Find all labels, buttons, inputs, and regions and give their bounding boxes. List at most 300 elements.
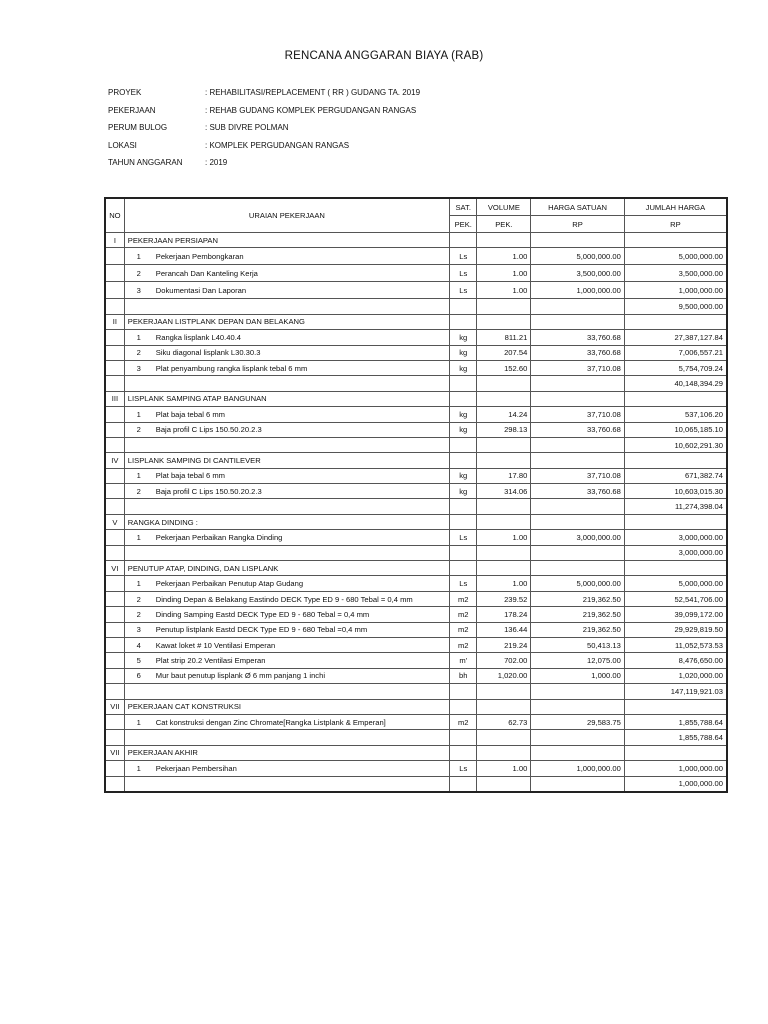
item-description: Siku diagonal lisplank L30.30.3 [153,345,450,360]
empty-cell [477,453,531,468]
item-description: Plat strip 20.2 Ventilasi Emperan [153,653,450,668]
empty-cell [105,545,124,560]
empty-cell [105,653,124,668]
item-number: 3 [124,360,152,375]
item-unit: kg [450,407,477,422]
item-volume: 314.06 [477,484,531,499]
section-title: PEKERJAAN PERSIAPAN [124,233,449,248]
empty-cell [477,391,531,406]
item-volume: 136.44 [477,622,531,637]
item-unit-price: 33,760.68 [531,484,625,499]
empty-cell [477,299,531,314]
item-volume: 239.52 [477,591,531,606]
item-volume: 1.00 [477,248,531,265]
item-number: 1 [124,248,152,265]
empty-cell [477,684,531,699]
subtotal-row [105,376,727,391]
empty-cell [105,265,124,282]
item-total: 1,000,000.00 [624,761,727,776]
item-unit-price: 1,000,000.00 [531,761,625,776]
empty-cell [105,468,124,483]
empty-cell [105,684,124,699]
info-label: PEKERJAAN [108,105,156,115]
item-number: 6 [124,668,152,683]
item-total: 5,000,000.00 [624,248,727,265]
table-row [105,407,727,422]
empty-cell [105,248,124,265]
empty-cell [450,299,477,314]
section-header-row [105,314,727,329]
empty-cell [450,437,477,452]
item-total: 8,476,650.00 [624,653,727,668]
item-number: 2 [124,607,152,622]
header-sat: SAT. [450,198,477,216]
item-number: 2 [124,591,152,606]
empty-cell [450,453,477,468]
empty-cell [477,314,531,329]
item-total: 5,754,709.24 [624,360,727,375]
item-description: Plat penyambung rangka lisplank tebal 6 mm [153,360,450,375]
subtotal-row [105,776,727,792]
item-unit-price: 33,760.68 [531,330,625,345]
item-unit-price: 3,500,000.00 [531,265,625,282]
empty-cell [105,576,124,591]
rab-table [104,197,728,793]
item-volume: 1,020.00 [477,668,531,683]
item-description: Mur baut penutup lisplank Ø 6 mm panjang 1 inchi [153,668,450,683]
item-total: 5,000,000.00 [624,576,727,591]
empty-cell [105,668,124,683]
empty-cell [531,545,625,560]
item-number: 3 [124,282,152,299]
item-unit-price: 219,362.50 [531,591,625,606]
empty-cell [105,484,124,499]
empty-cell [477,376,531,391]
item-total: 10,065,185.10 [624,422,727,437]
item-total: 29,929,819.50 [624,622,727,637]
item-description: Cat konstruksi dengan Zinc Chromate[Rangka Listplank & Emperan] [153,714,450,729]
subtotal-row [105,730,727,745]
empty-cell [531,730,625,745]
item-unit-price: 1,000,000.00 [531,282,625,299]
item-unit-price: 5,000,000.00 [531,576,625,591]
section-title: PEKERJAAN CAT KONSTRUKSI [124,699,449,714]
section-header-row [105,745,727,760]
section-title: PENUTUP ATAP, DINDING, DAN LISPLANK [124,561,449,576]
item-volume: 702.00 [477,653,531,668]
item-total: 7,006,557.21 [624,345,727,360]
item-unit: m2 [450,591,477,606]
empty-cell [105,607,124,622]
header-harga-rp: RP [531,216,625,233]
empty-cell [450,745,477,760]
table-row [105,714,727,729]
empty-cell [450,699,477,714]
empty-cell [477,745,531,760]
item-description: Perancah Dan Kanteling Kerja [153,265,450,282]
subtotal-row [105,299,727,314]
item-number: 4 [124,637,152,652]
empty-cell [124,776,449,792]
header-no: NO [105,198,124,233]
item-volume: 17.80 [477,468,531,483]
item-total: 39,099,172.00 [624,607,727,622]
table-row [105,637,727,652]
empty-cell [477,699,531,714]
empty-cell [624,233,727,248]
item-total: 3,000,000.00 [624,530,727,545]
info-value: : REHABILITASI/REPLACEMENT ( RR ) GUDANG TA. 2019 [205,88,421,97]
empty-cell [450,391,477,406]
empty-cell [450,514,477,529]
item-unit: Ls [450,761,477,776]
empty-cell [531,391,625,406]
table-row [105,653,727,668]
empty-cell [531,437,625,452]
subtotal-row [105,499,727,514]
empty-cell [624,314,727,329]
item-description: Pekerjaan Pembongkaran [153,248,450,265]
empty-cell [450,684,477,699]
empty-cell [624,745,727,760]
table-row [105,484,727,499]
item-unit: kg [450,330,477,345]
empty-cell [105,622,124,637]
table-row [105,668,727,683]
section-header-row [105,391,727,406]
header-vol-pek: PEK. [477,216,531,233]
empty-cell [450,776,477,792]
empty-cell [105,422,124,437]
table-row [105,468,727,483]
item-unit-price: 33,760.68 [531,422,625,437]
item-volume: 152.60 [477,360,531,375]
empty-cell [450,499,477,514]
empty-cell [531,514,625,529]
empty-cell [105,530,124,545]
table-row [105,282,727,299]
item-total: 52,541,706.00 [624,591,727,606]
empty-cell [124,299,449,314]
empty-cell [477,514,531,529]
empty-cell [477,437,531,452]
empty-cell [477,730,531,745]
empty-cell [624,699,727,714]
item-description: Rangka lisplank L40.40.4 [153,330,450,345]
section-header-row [105,453,727,468]
section-number: V [105,514,124,529]
empty-cell [531,299,625,314]
item-unit-price: 29,583.75 [531,714,625,729]
section-title: PEKERJAAN LISTPLANK DEPAN DAN BELAKANG [124,314,449,329]
section-subtotal: 1,855,788.64 [624,730,727,745]
item-total: 671,382.74 [624,468,727,483]
empty-cell [531,314,625,329]
section-subtotal: 10,602,291.30 [624,437,727,452]
item-volume: 1.00 [477,265,531,282]
item-number: 1 [124,576,152,591]
section-header-row [105,233,727,248]
header-harga-satuan: HARGA SATUAN [531,198,625,216]
empty-cell [450,730,477,745]
empty-cell [531,453,625,468]
empty-cell [105,282,124,299]
table-row [105,330,727,345]
item-description: Pekerjaan Perbaikan Rangka Dinding [153,530,450,545]
empty-cell [531,776,625,792]
item-unit: kg [450,422,477,437]
empty-cell [477,233,531,248]
item-number: 5 [124,653,152,668]
empty-cell [450,233,477,248]
table-row [105,576,727,591]
info-value: : KOMPLEK PERGUDANGAN RANGAS [205,140,350,150]
section-subtotal: 3,000,000.00 [624,545,727,560]
item-unit: Ls [450,248,477,265]
table-body [105,233,727,792]
empty-cell [624,561,727,576]
item-description: Pekerjaan Perbaikan Penutup Atap Gudang [153,576,450,591]
item-unit: kg [450,345,477,360]
header-jumlah-rp: RP [624,216,727,233]
header-jumlah-harga: JUMLAH HARGA [624,198,727,216]
item-unit-price: 37,710.08 [531,468,625,483]
info-row [108,154,420,172]
info-label: PERUM BULOG [108,123,168,133]
info-value: : 2019 [205,158,228,168]
item-volume: 219.24 [477,637,531,652]
item-volume: 1.00 [477,282,531,299]
empty-cell [531,684,625,699]
item-unit: bh [450,668,477,683]
item-description: Dinding Depan & Belakang Eastindo DECK Type ED 9 - 680 Tebal = 0,4 mm [153,591,450,606]
empty-cell [105,637,124,652]
item-number: 1 [124,761,152,776]
project-info [108,84,420,172]
table-row [105,622,727,637]
item-number: 1 [124,330,152,345]
item-volume: 62.73 [477,714,531,729]
item-unit-price: 5,000,000.00 [531,248,625,265]
info-label: TAHUN ANGGARAN [108,158,183,168]
empty-cell [624,514,727,529]
empty-cell [624,453,727,468]
header-uraian: URAIAN PEKERJAAN [124,198,449,233]
empty-cell [105,730,124,745]
empty-cell [450,545,477,560]
section-number: I [105,233,124,248]
item-number: 1 [124,714,152,729]
empty-cell [105,761,124,776]
item-total: 10,603,015.30 [624,484,727,499]
item-description: Dokumentasi Dan Laporan [153,282,450,299]
empty-cell [450,561,477,576]
section-title: LISPLANK SAMPING DI CANTILEVER [124,453,449,468]
table-row [105,530,727,545]
section-subtotal: 11,274,398.04 [624,499,727,514]
item-total: 27,387,127.84 [624,330,727,345]
item-unit-price: 219,362.50 [531,607,625,622]
item-total: 1,855,788.64 [624,714,727,729]
table-row [105,265,727,282]
item-description: Plat baja tebal 6 mm [153,468,450,483]
empty-cell [477,545,531,560]
item-description: Baja profil C Lips 150.50.20.2.3 [153,484,450,499]
item-description: Penutup listplank Eastd DECK Type ED 9 - 680 Tebal =0,4 mm [153,622,450,637]
item-volume: 14.24 [477,407,531,422]
header-sat-pek: PEK. [450,216,477,233]
info-row [108,119,420,137]
item-unit-price: 1,000.00 [531,668,625,683]
item-unit-price: 37,710.08 [531,360,625,375]
item-unit-price: 12,075.00 [531,653,625,668]
section-subtotal: 147,119,921.03 [624,684,727,699]
item-description: Baja profil C Lips 150.50.20.2.3 [153,422,450,437]
section-subtotal: 40,148,394.29 [624,376,727,391]
info-value: : REHAB GUDANG KOMPLEK PERGUDANGAN RANGAS [205,105,417,115]
empty-cell [105,499,124,514]
empty-cell [531,376,625,391]
empty-cell [531,499,625,514]
item-volume: 811.21 [477,330,531,345]
item-number: 2 [124,265,152,282]
section-header-row [105,561,727,576]
item-unit-price: 50,413.13 [531,637,625,652]
section-number: II [105,314,124,329]
item-volume: 207.54 [477,345,531,360]
subtotal-row [105,684,727,699]
item-unit: m2 [450,714,477,729]
empty-cell [124,545,449,560]
section-subtotal: 1,000,000.00 [624,776,727,792]
item-unit: m2 [450,607,477,622]
item-unit-price: 3,000,000.00 [531,530,625,545]
empty-cell [105,376,124,391]
table-row [105,248,727,265]
item-volume: 1.00 [477,761,531,776]
empty-cell [531,233,625,248]
table-row [105,345,727,360]
item-volume: 1.00 [477,576,531,591]
empty-cell [450,376,477,391]
empty-cell [124,376,449,391]
item-number: 2 [124,422,152,437]
section-title: LISPLANK SAMPING ATAP BANGUNAN [124,391,449,406]
section-number: III [105,391,124,406]
item-unit: m2 [450,622,477,637]
item-unit: kg [450,360,477,375]
item-volume: 1.00 [477,530,531,545]
section-title: RANGKA DINDING : [124,514,449,529]
item-unit: m2 [450,637,477,652]
item-volume: 298.13 [477,422,531,437]
section-number: VI [105,561,124,576]
empty-cell [105,299,124,314]
item-total: 1,000,000.00 [624,282,727,299]
empty-cell [124,437,449,452]
empty-cell [105,345,124,360]
item-total: 537,106.20 [624,407,727,422]
empty-cell [450,314,477,329]
table-row [105,591,727,606]
item-unit: Ls [450,530,477,545]
empty-cell [105,776,124,792]
item-unit-price: 33,760.68 [531,345,625,360]
table-row [105,422,727,437]
info-value: : SUB DIVRE POLMAN [205,123,289,133]
empty-cell [477,561,531,576]
empty-cell [124,499,449,514]
empty-cell [105,360,124,375]
item-unit-price: 219,362.50 [531,622,625,637]
item-description: Dinding Samping Eastd DECK Type ED 9 - 680 Tebal = 0,4 mm [153,607,450,622]
item-unit: kg [450,468,477,483]
info-row [108,137,420,155]
empty-cell [531,561,625,576]
section-header-row [105,514,727,529]
table-header [105,198,727,233]
item-volume: 178.24 [477,607,531,622]
item-number: 2 [124,345,152,360]
section-number: IV [105,453,124,468]
subtotal-row [105,545,727,560]
item-total: 11,052,573.53 [624,637,727,652]
item-number: 3 [124,622,152,637]
item-unit: m' [450,653,477,668]
item-unit-price: 37,710.08 [531,407,625,422]
info-label: PROYEK [108,88,142,97]
empty-cell [105,407,124,422]
item-description: Kawat loket # 10 Ventilasi Emperan [153,637,450,652]
empty-cell [531,699,625,714]
header-volume: VOLUME [477,198,531,216]
info-row [108,84,420,102]
info-row [108,102,420,120]
empty-cell [105,330,124,345]
empty-cell [477,776,531,792]
item-description: Pekerjaan Pembersihan [153,761,450,776]
item-description: Plat baja tebal 6 mm [153,407,450,422]
empty-cell [105,591,124,606]
item-total: 3,500,000.00 [624,265,727,282]
item-total: 1,020,000.00 [624,668,727,683]
section-number: VII [105,699,124,714]
item-unit: Ls [450,576,477,591]
document-title: RENCANA ANGGARAN BIAYA (RAB) [284,50,484,62]
section-header-row [105,699,727,714]
section-title: PEKERJAAN AKHIR [124,745,449,760]
empty-cell [624,391,727,406]
empty-cell [124,730,449,745]
section-number: VII [105,745,124,760]
item-unit: kg [450,484,477,499]
table-row [105,360,727,375]
item-unit: Ls [450,265,477,282]
item-number: 2 [124,484,152,499]
empty-cell [477,499,531,514]
item-number: 1 [124,530,152,545]
subtotal-row [105,437,727,452]
item-number: 1 [124,407,152,422]
info-label: LOKASI [108,140,137,150]
table-row [105,607,727,622]
empty-cell [105,437,124,452]
empty-cell [105,714,124,729]
empty-cell [124,684,449,699]
table-row [105,761,727,776]
item-unit: Ls [450,282,477,299]
empty-cell [531,745,625,760]
